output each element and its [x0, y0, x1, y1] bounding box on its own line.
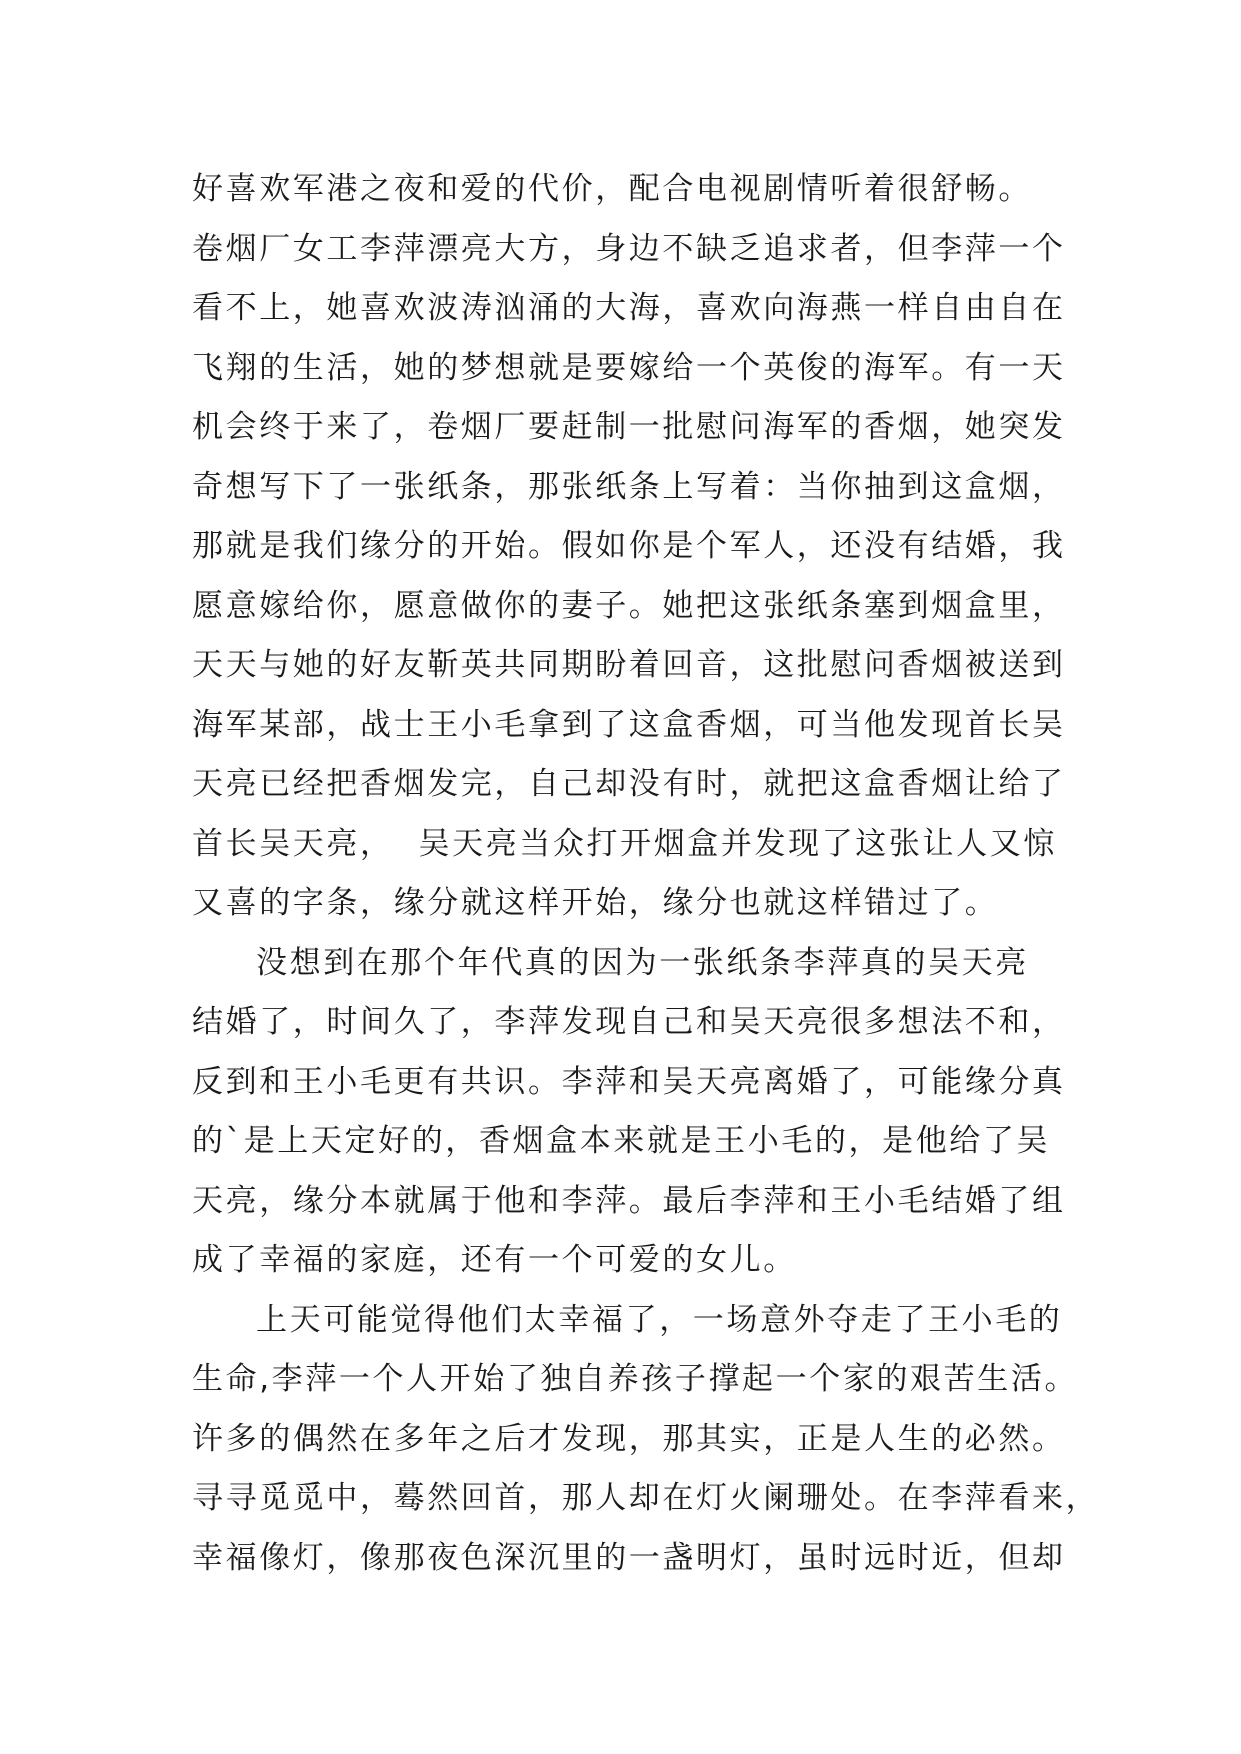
- text-line: 又喜的字条，缘分就这样开始，缘分也就这样错过了。: [192, 885, 999, 921]
- text-line: 好喜欢军港之夜和爱的代价，配合电视剧情听着很舒畅。: [192, 171, 1032, 207]
- text-line: 愿意嫁给你，愿意做你的妻子。她把这张纸条塞到烟盒里，: [192, 587, 1066, 624]
- text-line: 卷烟厂女工李萍漂亮大方，身边不缺乏追求者，但李萍一个: [192, 230, 1066, 267]
- paragraph-first-line: 没想到在那个年代真的因为一张纸条李萍真的吴天亮: [256, 944, 1029, 981]
- text-line: 反到和王小毛更有共识。李萍和吴天亮离婚了，可能缘分真: [192, 1063, 1066, 1100]
- text-line: 成了幸福的家庭，还有一个可爱的女儿。: [192, 1242, 797, 1278]
- text-line: 那就是我们缘分的开始。假如你是个军人，还没有结婚，我: [192, 528, 1066, 564]
- text-line: 海军某部，战士王小毛拿到了这盒香烟，可当他发现首长吴: [192, 706, 1066, 743]
- text-line: 机会终于来了，卷烟厂要赶制一批慰问海军的香烟，她突发: [192, 409, 1066, 445]
- text-line: 看不上，她喜欢波涛汹涌的大海，喜欢向海燕一样自由自在: [192, 290, 1066, 326]
- text-line: 生命,李萍一个人开始了独自养孩子撑起一个家的艰苦生活。: [192, 1361, 1079, 1397]
- text-line: 寻寻觅觅中，蓦然回首，那人却在灯火阑珊处。在李萍看来，: [192, 1480, 1100, 1516]
- text-line: 天亮，缘分本就属于他和李萍。最后李萍和王小毛结婚了组: [192, 1182, 1066, 1219]
- text-line: 许多的偶然在多年之后才发现，那其实，正是人生的必然。: [192, 1420, 1066, 1457]
- text-line: 天亮已经把香烟发完，自己却没有时，就把这盒香烟让给了: [192, 766, 1066, 802]
- paragraph-first-line: 上天可能觉得他们太幸福了，一场意外夺走了王小毛的: [256, 1301, 1063, 1338]
- text-line: 幸福像灯，像那夜色深沉里的一盏明灯，虽时远时近，但却: [192, 1539, 1066, 1576]
- text-line: 首长吴天亮， 吴天亮当众打开烟盒并发现了这张让人又惊: [192, 825, 1057, 862]
- text-line: 的`是上天定好的，香烟盒本来就是王小毛的，是他给了吴: [192, 1123, 1051, 1159]
- text-line: 奇想写下了一张纸条，那张纸条上写着：当你抽到这盒烟，: [192, 468, 1066, 505]
- text-line: 天天与她的好友靳英共同期盼着回音，这批慰问香烟被送到: [192, 647, 1066, 683]
- text-line: 结婚了，时间久了，李萍发现自己和吴天亮很多想法不和，: [192, 1004, 1066, 1040]
- text-line: 飞翔的生活，她的梦想就是要嫁给一个英俊的海军。有一天: [192, 349, 1066, 386]
- body-text: [192, 160, 1100, 1588]
